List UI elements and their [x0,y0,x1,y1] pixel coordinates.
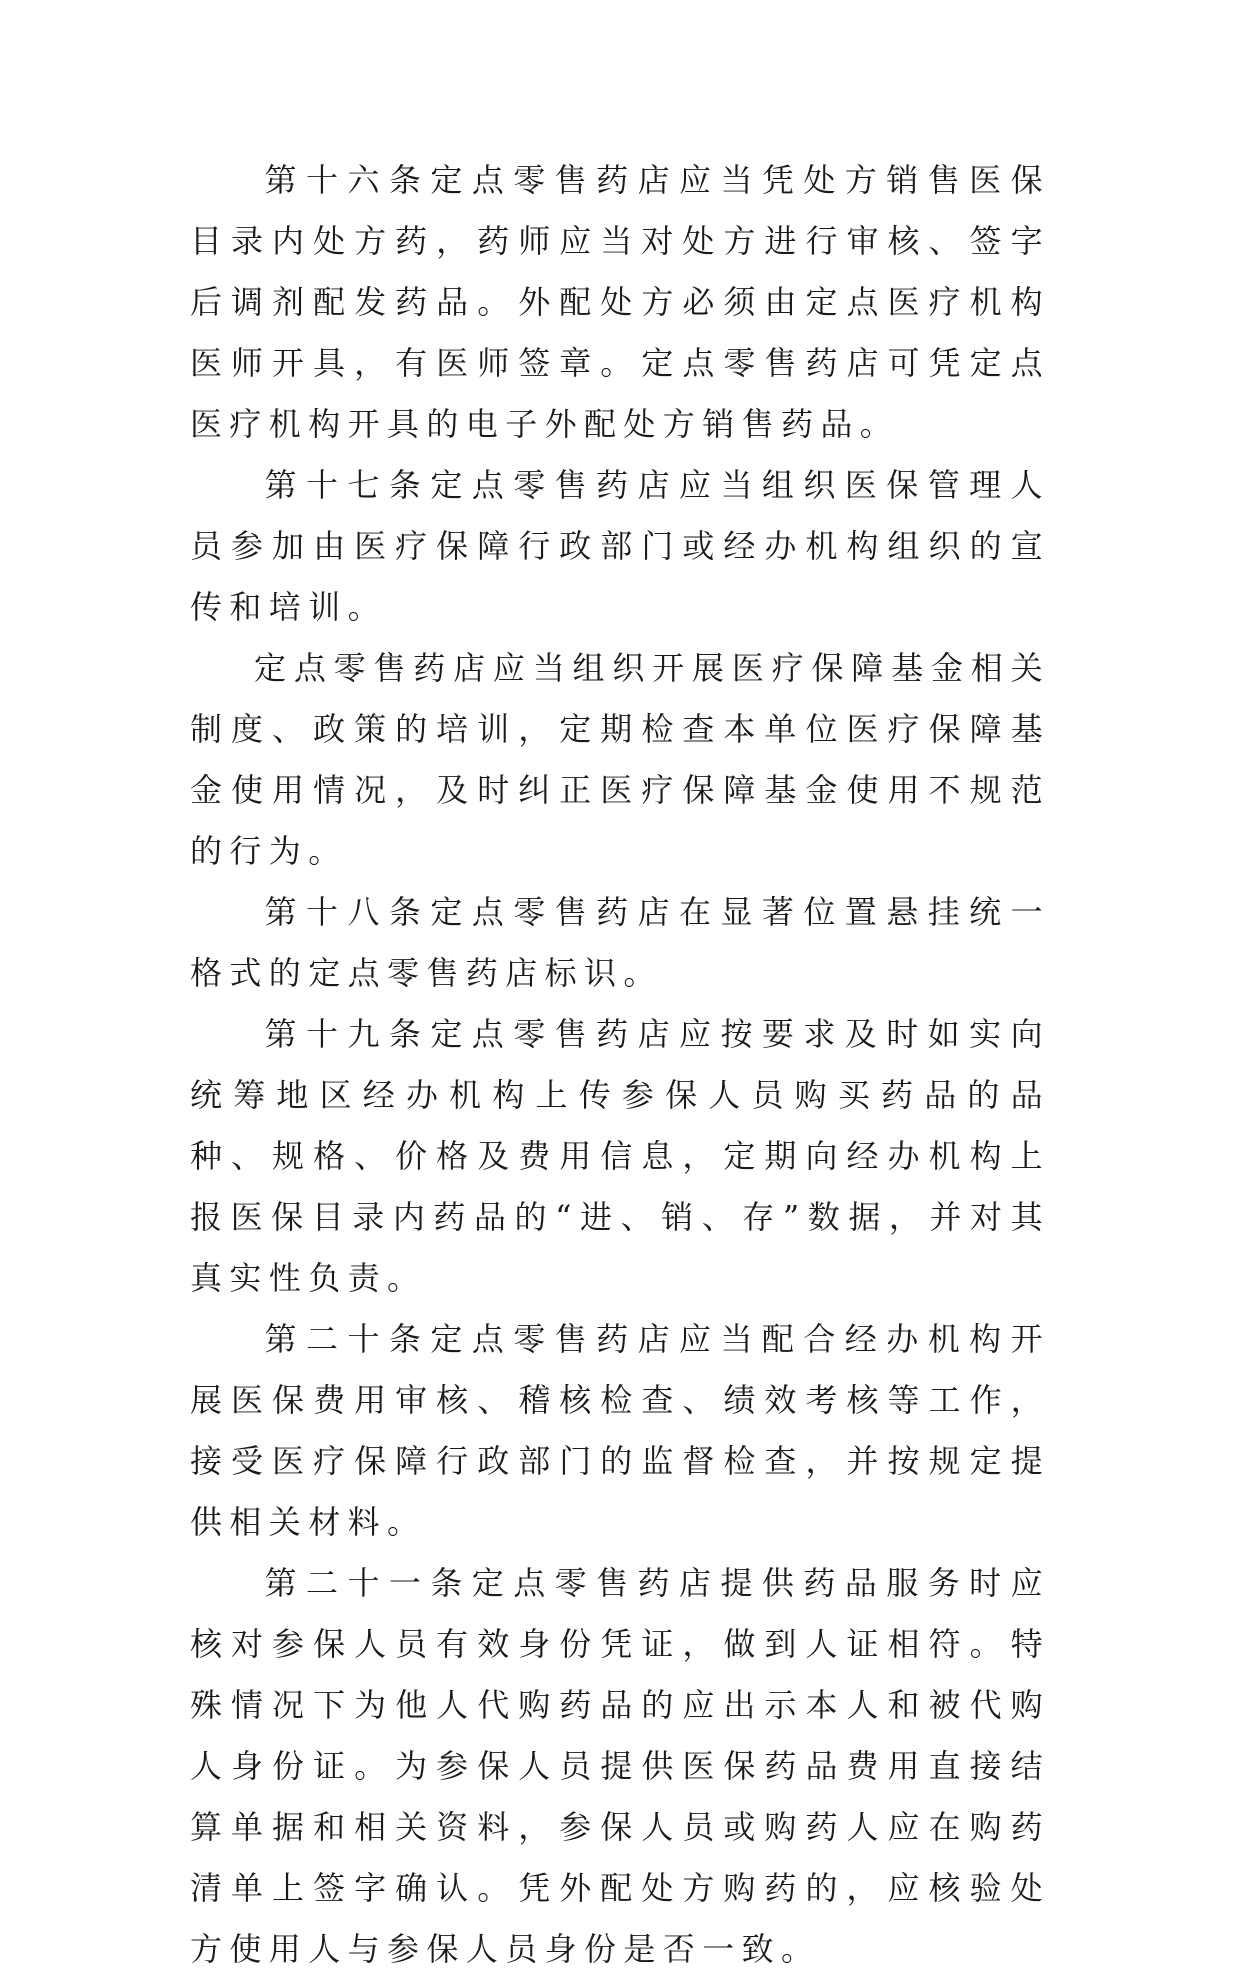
article-19-paragraph: 第十九条定点零售药店应按要求及时如实向统筹地区经办机构上传参保人员购买药品的品种、规格、价格及费用信息，定期向经办机构上报医保目录内药品的“进、销、存”数据，并对其真实性负责。 [190,1015,1050,1297]
article-17-continued-paragraph: 定点零售药店应当组织开展医疗保障基金相关制度、政策的培训，定期检查本单位医疗保障基金使用情况，及时纠正医疗保障基金使用不规范的行为。 [190,649,1050,870]
article-21-paragraph: 第二十一条定点零售药店提供药品服务时应核对参保人员有效身份凭证，做到人证相符。特殊情况下为他人代购药品的应出示本人和被代购人身份证。为参保人员提供医保药品费用直接结算单据和相关资料，参保人员或购药人应在购药清单上签字确认。凭外配处方购药的，应核验处方使用人与参保人员身份是否一致。 [190,1564,1050,1968]
article-17-paragraph: 第十七条定点零售药店应当组织医保管理人员参加由医疗保障行政部门或经办机构组织的宣传和培训。 [190,466,1050,626]
article-18-paragraph: 第十八条定点零售药店在显著位置悬挂统一格式的定点零售药店标识。 [190,893,1050,992]
document-body [190,150,1050,1980]
article-20-paragraph: 第二十条定点零售药店应当配合经办机构开展医保费用审核、稽核检查、绩效考核等工作，接受医疗保障行政部门的监督检查，并按规定提供相关材料。 [190,1320,1050,1541]
article-16-paragraph: 第十六条定点零售药店应当凭处方销售医保目录内处方药，药师应当对处方进行审核、签字后调剂配发药品。外配处方必须由定点医疗机构医师开具，有医师签章。定点零售药店可凭定点医疗机构开具的电子外配处方销售药品。 [190,161,1050,443]
